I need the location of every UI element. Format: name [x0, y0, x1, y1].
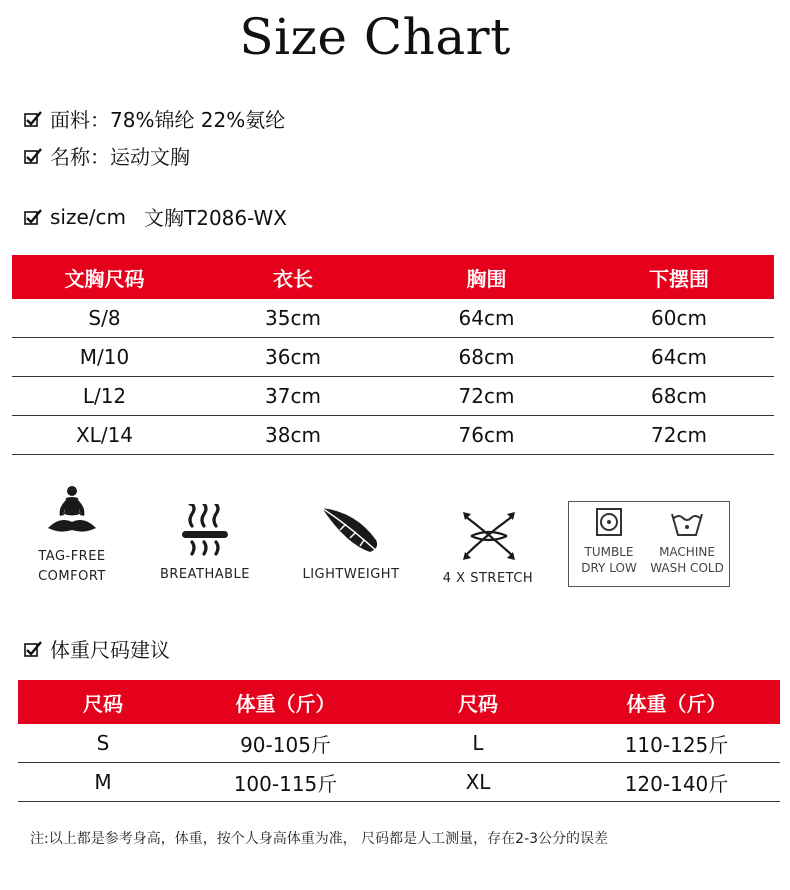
- table-cell: 38cm: [197, 416, 389, 455]
- machine-wash-icon: [669, 506, 705, 540]
- meditation-icon: [42, 484, 102, 540]
- table-cell: S: [18, 724, 188, 763]
- model-code: 文胸T2086-WX: [144, 206, 287, 230]
- tumble-dry-icon: [594, 506, 624, 540]
- size-unit: size/cm: [50, 204, 126, 229]
- table-header: 文胸尺码: [12, 255, 197, 299]
- care-label: TUMBLE: [584, 545, 634, 559]
- feather-icon: [316, 504, 386, 558]
- page-title: Size Chart: [239, 8, 511, 66]
- table-header: 胸围: [389, 255, 584, 299]
- table-cell: 100-115斤: [188, 763, 383, 802]
- table-cell: M/10: [12, 338, 197, 377]
- table-cell: 60cm: [584, 299, 774, 338]
- weight-heading: 体重尺码建议: [50, 638, 170, 662]
- feature-stretch: [432, 510, 544, 589]
- checkbox-icon: [22, 638, 44, 660]
- table-cell: 35cm: [197, 299, 389, 338]
- table-cell: 36cm: [197, 338, 389, 377]
- table-cell: 90-105斤: [188, 724, 383, 763]
- table-cell: 68cm: [389, 338, 584, 377]
- feature-label: COMFORT: [38, 569, 106, 584]
- feature-label: TAG-FREE: [38, 549, 106, 564]
- table-header-row: [12, 255, 774, 299]
- name-text: 名称：运动文胸: [50, 145, 190, 169]
- table-cell: XL: [383, 763, 573, 802]
- table-header: 尺码: [18, 680, 188, 724]
- table-header: 体重（斤）: [188, 680, 383, 724]
- care-label: MACHINE: [659, 545, 715, 559]
- breathable-icon: [180, 504, 230, 558]
- table-cell: 110-125斤: [573, 724, 780, 763]
- size-table: [12, 255, 774, 455]
- fabric-line: [22, 104, 285, 133]
- table-header: 下摆围: [584, 255, 774, 299]
- table-row: [12, 338, 774, 377]
- care-box: [568, 501, 730, 587]
- table-cell: 72cm: [584, 416, 774, 455]
- table-cell: 64cm: [389, 299, 584, 338]
- table-cell: 76cm: [389, 416, 584, 455]
- table-row: [12, 377, 774, 416]
- fabric-text: 面料：78%锦纶 22%氨纶: [50, 108, 286, 132]
- size-line: [22, 202, 287, 231]
- table-cell: 68cm: [584, 377, 774, 416]
- feature-label: LIGHTWEIGHT: [302, 567, 400, 582]
- footnote: 注:以上都是参考身高，体重，按个人身高体重为准， 尺码都是人工测量，存在2-3公分的误差: [30, 831, 609, 847]
- checkbox-icon: [22, 206, 44, 228]
- table-cell: XL/14: [12, 416, 197, 455]
- table-row: [18, 763, 780, 802]
- feature-label: 4 X STRETCH: [442, 571, 534, 586]
- table-cell: 120-140斤: [573, 763, 780, 802]
- checkbox-icon: [22, 145, 44, 167]
- feature-lightweight: [290, 504, 412, 585]
- care-label: DRY LOW: [581, 561, 637, 575]
- name-line: [22, 141, 190, 170]
- table-header: 尺码: [383, 680, 573, 724]
- table-header: 衣长: [197, 255, 389, 299]
- table-cell: M: [18, 763, 188, 802]
- table-cell: 37cm: [197, 377, 389, 416]
- feature-breathable: [150, 504, 260, 585]
- checkbox-icon: [22, 108, 44, 130]
- feature-tag-free: [22, 484, 122, 587]
- care-tumble-dry: [569, 506, 649, 576]
- table-header: 体重（斤）: [573, 680, 780, 724]
- table-row: [12, 416, 774, 455]
- weight-table: [18, 680, 780, 802]
- table-cell: S/8: [12, 299, 197, 338]
- table-cell: L: [383, 724, 573, 763]
- care-machine-wash: [647, 506, 727, 576]
- table-cell: 64cm: [584, 338, 774, 377]
- weight-heading-line: [22, 634, 170, 663]
- table-cell: 72cm: [389, 377, 584, 416]
- stretch-arrows-icon: [457, 510, 519, 562]
- feature-label: BREATHABLE: [159, 567, 251, 582]
- care-label: WASH COLD: [650, 561, 724, 575]
- table-header-row: [18, 680, 780, 724]
- table-cell: L/12: [12, 377, 197, 416]
- table-row: [12, 299, 774, 338]
- table-row: [18, 724, 780, 763]
